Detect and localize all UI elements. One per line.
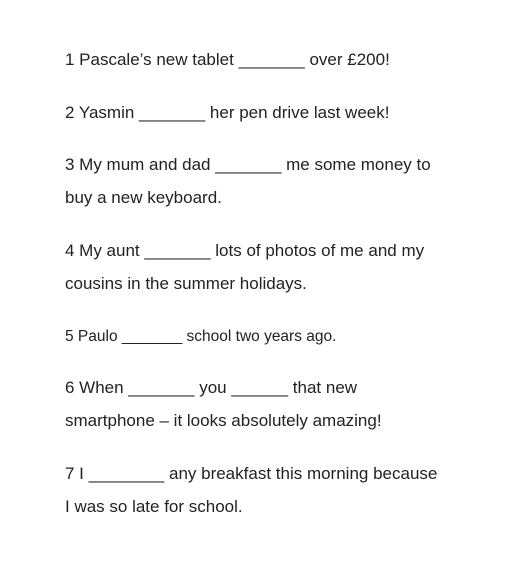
question-4: [65, 234, 495, 300]
question-7-line-1: 7 I ________ any breakfast this morning because: [65, 464, 438, 483]
question-6-line-2: smartphone – it looks absolutely amazing!: [65, 411, 382, 430]
question-6-line-1: 6 When _______ you ______ that new: [65, 378, 358, 397]
question-4-line-1: 4 My aunt _______ lots of photos of me and my: [65, 241, 425, 260]
question-4-line-2: cousins in the summer holidays.: [65, 274, 307, 293]
question-7: [65, 457, 495, 523]
question-5-line-1: 5 Paulo _______ school two years ago.: [65, 328, 337, 345]
question-2: [65, 96, 495, 129]
question-2-line-1: 2 Yasmin _______ her pen drive last week!: [65, 103, 390, 122]
question-5: [65, 320, 495, 353]
question-3-line-1: 3 My mum and dad _______ me some money to: [65, 155, 431, 174]
question-1-line-1: 1 Pascale’s new tablet _______ over £200!: [65, 50, 390, 69]
question-7-line-2: I was so late for school.: [65, 497, 243, 516]
question-1: [65, 43, 495, 76]
question-3: [65, 148, 495, 214]
question-6: [65, 371, 495, 437]
question-3-line-2: buy a new keyboard.: [65, 188, 222, 207]
